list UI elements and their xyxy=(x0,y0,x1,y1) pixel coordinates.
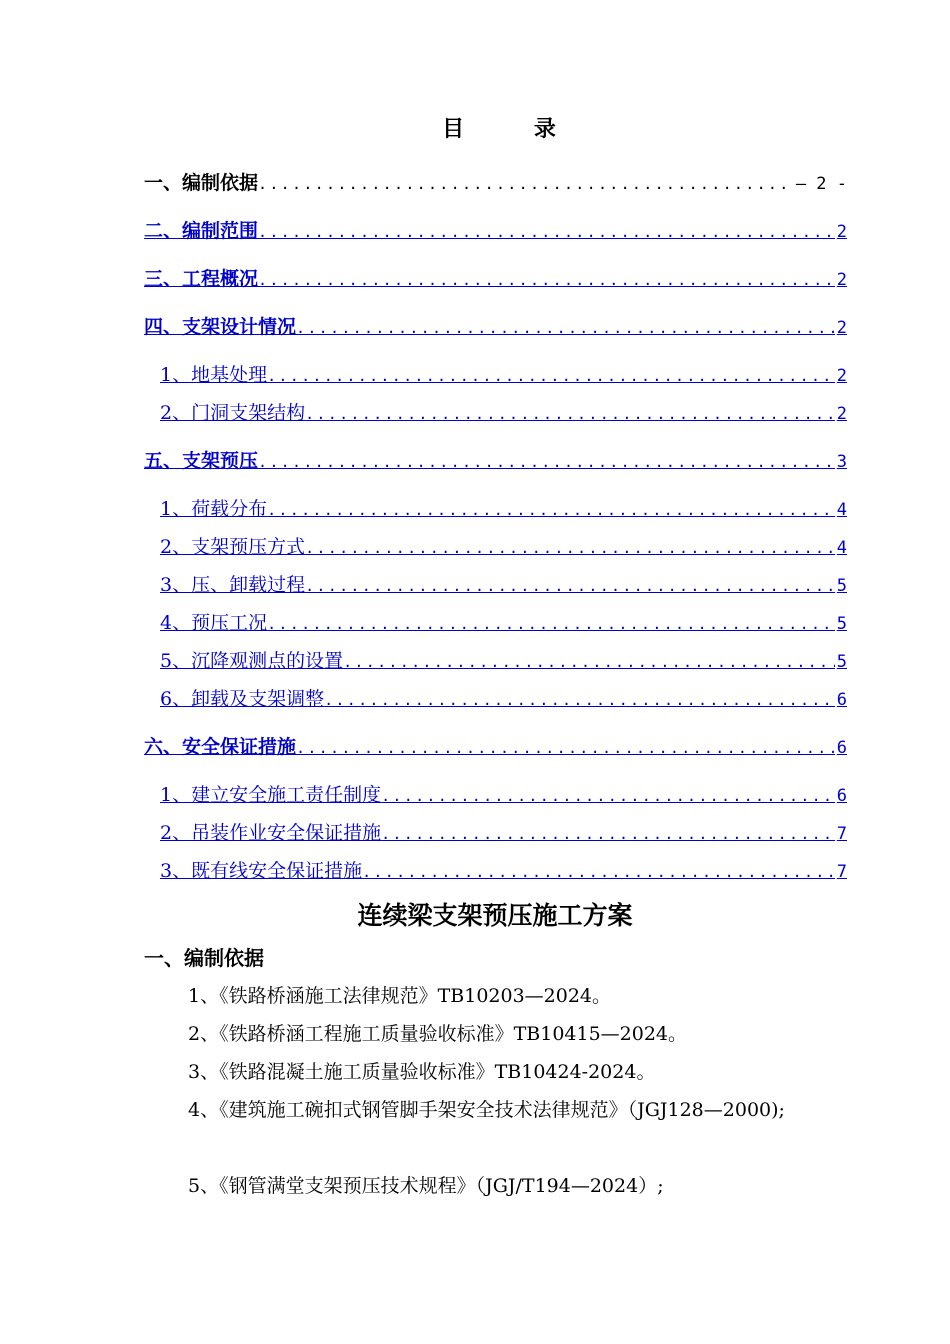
section-heading: 一、编制依据 xyxy=(144,946,264,970)
toc-entry-scope[interactable] xyxy=(144,216,847,246)
toc-title: 目 录 xyxy=(442,117,558,142)
toc-entry-label: 二、编制范围 xyxy=(144,220,259,242)
toc-page-number: 5 xyxy=(836,576,847,596)
reference-item: 1、《铁路桥涵施工法律规范》TB10203—2024。 xyxy=(188,985,612,1007)
toc-entry-label: 3、既有线安全保证措施 xyxy=(160,860,363,882)
toc-leader-dots xyxy=(267,361,835,390)
reference-item: 3、《铁路混凝土施工质量验收标准》TB10424-2024。 xyxy=(188,1061,656,1083)
toc-page-number: 2 xyxy=(836,366,847,386)
toc-page-number: 7 xyxy=(836,824,847,844)
toc-entry-preload[interactable] xyxy=(144,446,847,476)
toc-entry-label: 1、地基处理 xyxy=(160,364,268,386)
toc-page-number: 2 xyxy=(836,318,847,338)
toc-entry-safety-responsibility[interactable] xyxy=(160,780,847,810)
toc-entry-label: 五、支架预压 xyxy=(144,450,259,472)
toc-entry-label: 三、工程概况 xyxy=(144,268,259,290)
toc-entry-label: 2、吊装作业安全保证措施 xyxy=(160,822,382,844)
toc-entry-label: 6、卸载及支架调整 xyxy=(160,688,325,710)
toc-page-number: 6 xyxy=(836,786,847,806)
toc-leader-dots xyxy=(381,819,835,848)
toc-page-number: — 2 - xyxy=(795,174,847,194)
toc-leader-dots xyxy=(258,265,835,294)
toc-entry-label: 四、支架设计情况 xyxy=(144,316,297,338)
toc-entry-support-design[interactable] xyxy=(144,312,847,342)
toc-page-number: 2 xyxy=(836,222,847,242)
toc-entry-preload-condition[interactable] xyxy=(160,608,847,638)
reference-item: 2、《铁路桥涵工程施工质量验收标准》TB10415—2024。 xyxy=(188,1023,688,1045)
toc-entry-load-unload[interactable] xyxy=(160,570,847,600)
toc-leader-dots xyxy=(296,733,835,762)
toc-leader-dots xyxy=(305,571,835,600)
toc-page-number: 6 xyxy=(836,738,847,758)
toc-entry-settlement-points[interactable] xyxy=(160,646,847,676)
toc-page-number: 5 xyxy=(836,614,847,634)
toc-leader-dots xyxy=(305,399,835,428)
toc-entry-safety[interactable] xyxy=(144,732,847,762)
toc-page-number: 3 xyxy=(836,452,847,472)
toc-entry-label: 2、门洞支架结构 xyxy=(160,402,306,424)
toc-entry-label: 4、预压工况 xyxy=(160,612,268,634)
toc-leader-dots xyxy=(258,447,835,476)
toc-leader-dots xyxy=(362,857,835,886)
toc-entry-overview[interactable] xyxy=(144,264,847,294)
toc-page-number: 2 xyxy=(836,270,847,290)
toc-entry-label: 5、沉降观测点的设置 xyxy=(160,650,344,672)
toc-entry-basis[interactable] xyxy=(144,168,847,198)
toc-entry-lifting-safety[interactable] xyxy=(160,818,847,848)
toc-leader-dots xyxy=(258,217,835,246)
toc-page-number: 7 xyxy=(836,862,847,882)
toc-entry-label: 六、安全保证措施 xyxy=(144,736,297,758)
toc-page-number: 4 xyxy=(836,500,847,520)
toc-entry-label: 一、编制依据 xyxy=(144,172,259,194)
document-title: 连续梁支架预压施工方案 xyxy=(357,901,633,930)
toc-entry-label: 3、压、卸载过程 xyxy=(160,574,306,596)
toc-entry-load-distribution[interactable] xyxy=(160,494,847,524)
toc-page-number: 4 xyxy=(836,538,847,558)
reference-item: 5、《钢管满堂支架预压技术规程》（JGJ/T194—2024）; xyxy=(188,1175,664,1197)
toc-entry-preload-method[interactable] xyxy=(160,532,847,562)
toc-entry-label: 1、建立安全施工责任制度 xyxy=(160,784,382,806)
toc-leader-dots xyxy=(267,609,835,638)
toc-entry-unload-adjust[interactable] xyxy=(160,684,847,714)
toc-entry-foundation[interactable] xyxy=(160,360,847,390)
toc-entry-label: 1、荷载分布 xyxy=(160,498,268,520)
reference-item: 4、《建筑施工碗扣式钢管脚手架安全技术法律规范》（JGJ128—2000); xyxy=(188,1099,785,1121)
toc-leader-dots xyxy=(258,169,794,198)
toc-page-number: 5 xyxy=(836,652,847,672)
toc-leader-dots xyxy=(343,647,835,676)
toc-entry-label: 2、支架预压方式 xyxy=(160,536,306,558)
toc-leader-dots xyxy=(296,313,835,342)
toc-page-number: 6 xyxy=(836,690,847,710)
toc-entry-door-support[interactable] xyxy=(160,398,847,428)
toc-leader-dots xyxy=(267,495,835,524)
toc-page-number: 2 xyxy=(836,404,847,424)
toc-leader-dots xyxy=(381,781,835,810)
toc-entry-existing-line-safety[interactable] xyxy=(160,856,847,886)
toc-leader-dots xyxy=(305,533,835,562)
toc-leader-dots xyxy=(324,685,835,714)
